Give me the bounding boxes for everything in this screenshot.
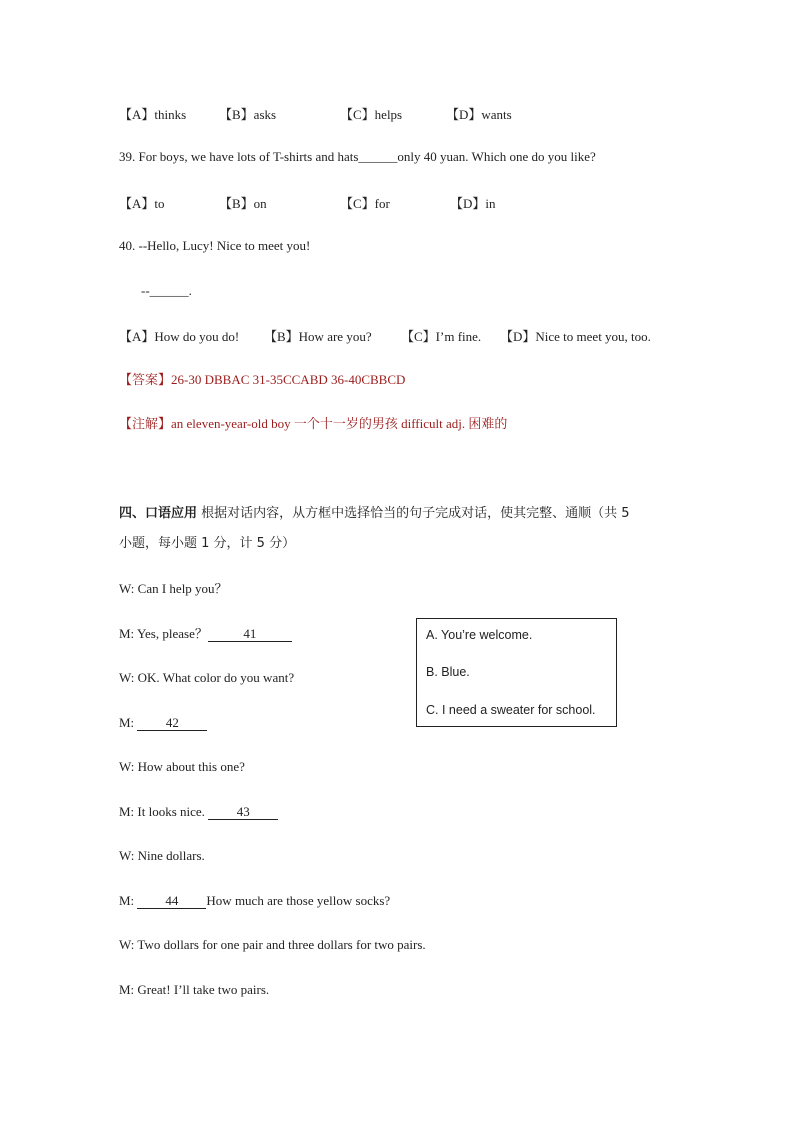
answer-key bbox=[119, 371, 405, 389]
section4-heading bbox=[119, 505, 630, 523]
note bbox=[119, 415, 507, 433]
blank-42: 42 bbox=[137, 716, 207, 731]
q38-option-d: 【D】wants bbox=[446, 107, 512, 122]
q39-option-a: 【A】to bbox=[119, 196, 165, 211]
q39-option-d: 【D】in bbox=[450, 196, 496, 211]
q39-stem: 39. For boys, we have lots of T-shirts and hats______only 40 yuan. Which one do you like? bbox=[119, 149, 596, 164]
dialogue-line-1: W: Can I help you？ bbox=[119, 581, 228, 596]
choice-a: A. You’re welcome. bbox=[426, 628, 533, 642]
dialogue-line-9: W: Two dollars for one pair and three dollars for two pairs. bbox=[119, 937, 426, 952]
answer-label: 【答案】 bbox=[119, 372, 172, 387]
dialogue-line-4: M: 42 bbox=[119, 714, 207, 732]
q38-option-b: 【B】asks bbox=[219, 107, 277, 122]
dialogue-line-6: M: It looks nice. 43 bbox=[119, 803, 278, 821]
blank-41: 41 bbox=[208, 627, 292, 642]
section4-title: 四、口语应用 bbox=[119, 506, 198, 521]
q39-option-b: 【B】on bbox=[219, 196, 267, 211]
q40-reply: --______. bbox=[141, 283, 192, 298]
note-label: 【注解】 bbox=[119, 416, 172, 431]
blank-44: 44 bbox=[137, 894, 206, 909]
q39-option-c: 【C】for bbox=[340, 196, 390, 211]
q38-option-c: 【C】helps bbox=[340, 107, 403, 122]
dialogue-line-10: M: Great! I’ll take two pairs. bbox=[119, 982, 270, 997]
q38-option-a: 【A】thinks bbox=[119, 107, 187, 122]
dialogue-line-3: W: OK. What color do you want? bbox=[119, 670, 295, 685]
q40-stem: 40. --Hello, Lucy! Nice to meet you! bbox=[119, 238, 311, 253]
choice-b: B. Blue. bbox=[426, 665, 470, 679]
q40-option-d: 【D】Nice to meet you, too. bbox=[500, 329, 651, 344]
section4-instruction-cont: 小题，每小题 1 分，计 5 分） bbox=[119, 536, 296, 551]
dialogue-line-8: M: 44 How much are those yellow socks? bbox=[119, 893, 391, 908]
answer-text: 26-30 DBBAC 31-35CCABD 36-40CBBCD bbox=[171, 372, 406, 387]
q40-option-c: 【C】I’m fine. bbox=[401, 329, 482, 344]
dialogue-line-2: M: Yes, please？ 41 bbox=[119, 625, 292, 643]
blank-43: 43 bbox=[208, 805, 278, 820]
choice-c: C. I need a sweater for school. bbox=[426, 703, 596, 717]
note-text: an eleven-year-old boy 一个十一岁的男孩 difficult adj. 困难的 bbox=[171, 416, 508, 431]
dialogue-line-5: W: How about this one? bbox=[119, 759, 245, 774]
q40-option-a: 【A】How do you do! bbox=[119, 329, 240, 344]
section4-instruction: 根据对话内容，从方框中选择恰当的句子完成对话，使其完整、通顺（共 5 bbox=[197, 506, 630, 521]
q40-option-b: 【B】How are you? bbox=[264, 329, 372, 344]
choice-box bbox=[416, 618, 617, 727]
dialogue-line-7: W: Nine dollars. bbox=[119, 848, 205, 863]
